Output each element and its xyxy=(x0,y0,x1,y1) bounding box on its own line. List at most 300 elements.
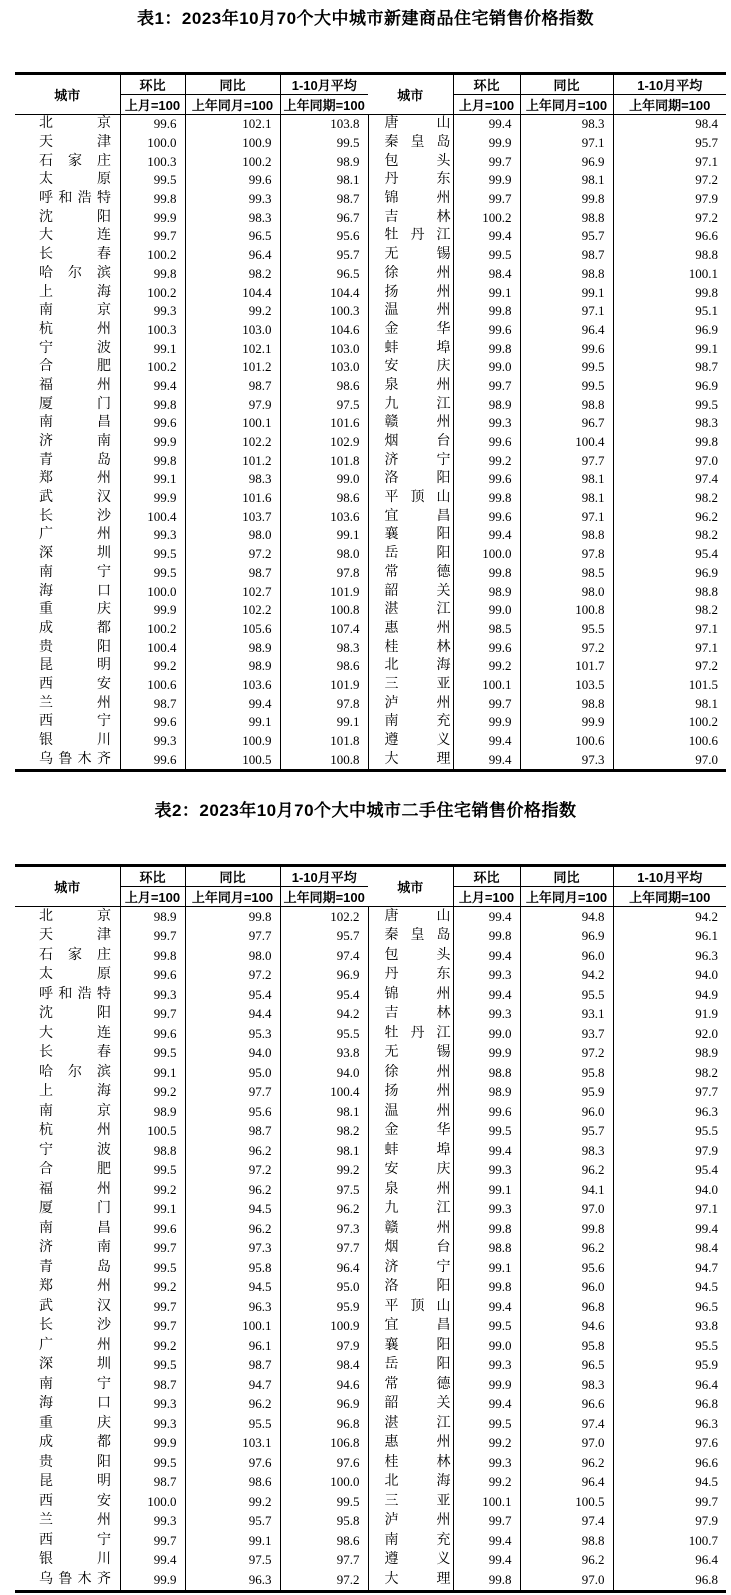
value-cell: 97.9 xyxy=(613,1512,726,1532)
value-cell: 97.3 xyxy=(185,1239,280,1259)
value-cell: 97.9 xyxy=(613,190,726,209)
value-cell: 98.2 xyxy=(613,489,726,508)
value-cell: 107.4 xyxy=(280,620,368,639)
table-row xyxy=(15,1375,726,1395)
value-cell: 97.2 xyxy=(613,657,726,676)
value-cell: 98.7 xyxy=(280,190,368,209)
table-row xyxy=(15,190,726,209)
value-cell: 95.0 xyxy=(280,1278,368,1298)
value-cell: 100.4 xyxy=(120,638,185,657)
table-row xyxy=(15,1083,726,1103)
avg-column-header: 1-10月平均 xyxy=(613,866,726,887)
value-cell: 99.9 xyxy=(453,171,520,190)
city-cell: 贵阳 xyxy=(39,639,111,655)
city-cell: 石家庄 xyxy=(39,153,111,169)
value-cell: 96.4 xyxy=(520,1473,613,1493)
value-cell: 97.5 xyxy=(280,395,368,414)
value-cell: 96.5 xyxy=(613,1297,726,1317)
value-cell: 97.7 xyxy=(520,451,613,470)
city-cell: 青岛 xyxy=(39,452,111,468)
value-cell: 99.1 xyxy=(453,1180,520,1200)
table2-title: 表2：2023年10月70个大中城市二手住宅销售价格指数 xyxy=(154,801,577,821)
city-cell: 桂林 xyxy=(368,638,453,657)
value-cell: 99.4 xyxy=(453,946,520,966)
city-cell: 兰州 xyxy=(39,695,111,711)
value-cell: 96.3 xyxy=(613,946,726,966)
city-cell: 济宁 xyxy=(368,451,453,470)
table-row xyxy=(15,1102,726,1122)
value-cell: 95.9 xyxy=(613,1356,726,1376)
table-row xyxy=(15,1434,726,1454)
table-row xyxy=(15,470,726,489)
value-cell: 93.8 xyxy=(613,1317,726,1337)
value-cell: 98.7 xyxy=(120,694,185,713)
city-cell: 南京 xyxy=(39,1103,111,1119)
city-cell: 秦皇岛 xyxy=(368,927,453,947)
city-cell: 厦门 xyxy=(39,1201,111,1217)
value-cell: 100.6 xyxy=(520,732,613,751)
value-cell: 98.6 xyxy=(280,377,368,396)
value-cell: 99.8 xyxy=(520,190,613,209)
value-cell: 101.9 xyxy=(280,582,368,601)
value-cell: 97.4 xyxy=(520,1512,613,1532)
value-cell: 99.4 xyxy=(453,985,520,1005)
city-cell: 平顶山 xyxy=(368,489,453,508)
value-cell: 100.1 xyxy=(185,414,280,433)
value-cell: 95.0 xyxy=(185,1063,280,1083)
city-cell: 韶关 xyxy=(368,1395,453,1415)
city-cell: 太原 xyxy=(39,172,111,188)
value-cell: 96.2 xyxy=(185,1219,280,1239)
table-row xyxy=(15,1570,726,1591)
value-cell: 100.4 xyxy=(120,507,185,526)
value-cell: 93.1 xyxy=(520,1005,613,1025)
mom-column-header: 环比 xyxy=(453,866,520,887)
city-cell: 贵阳 xyxy=(39,1454,111,1470)
table-row xyxy=(15,227,726,246)
value-cell: 103.6 xyxy=(280,507,368,526)
city-cell: 北海 xyxy=(368,1473,453,1493)
value-cell: 96.8 xyxy=(280,1414,368,1434)
value-cell: 99.7 xyxy=(120,1531,185,1551)
city-cell: 常德 xyxy=(368,564,453,583)
value-cell: 95.8 xyxy=(280,1512,368,1532)
city-cell: 南昌 xyxy=(39,415,111,431)
value-cell: 100.6 xyxy=(120,676,185,695)
value-cell: 100.3 xyxy=(120,321,185,340)
value-cell: 96.2 xyxy=(613,507,726,526)
value-cell: 101.6 xyxy=(280,414,368,433)
table-row xyxy=(15,433,726,452)
second-hand-home-price-index-table xyxy=(15,864,726,1593)
city-cell: 无锡 xyxy=(368,246,453,265)
value-cell: 100.4 xyxy=(280,1083,368,1103)
value-cell: 93.8 xyxy=(280,1044,368,1064)
value-cell: 99.1 xyxy=(120,470,185,489)
value-cell: 96.3 xyxy=(185,1570,280,1591)
value-cell: 99.3 xyxy=(120,1414,185,1434)
city-cell: 宜昌 xyxy=(368,1317,453,1337)
table2-body xyxy=(15,907,726,1592)
value-cell: 97.2 xyxy=(185,545,280,564)
value-cell: 96.4 xyxy=(280,1258,368,1278)
value-cell: 99.3 xyxy=(453,966,520,986)
table-row xyxy=(15,966,726,986)
city-cell: 烟台 xyxy=(368,433,453,452)
table-row xyxy=(15,339,726,358)
value-cell: 99.5 xyxy=(613,395,726,414)
city-cell: 呼和浩特 xyxy=(39,986,111,1002)
value-cell: 98.2 xyxy=(185,265,280,284)
city-cell: 泉州 xyxy=(368,1180,453,1200)
yoy-column-header: 同比 xyxy=(185,74,280,95)
table-row xyxy=(15,395,726,414)
value-cell: 98.9 xyxy=(453,582,520,601)
value-cell: 96.2 xyxy=(520,1551,613,1571)
table-row xyxy=(15,507,726,526)
value-cell: 98.4 xyxy=(453,265,520,284)
table-row xyxy=(15,1141,726,1161)
value-cell: 102.1 xyxy=(185,339,280,358)
value-cell: 99.9 xyxy=(453,1044,520,1064)
value-cell: 96.9 xyxy=(280,966,368,986)
value-cell: 98.0 xyxy=(520,582,613,601)
value-cell: 99.5 xyxy=(280,1492,368,1512)
value-cell: 99.8 xyxy=(613,283,726,302)
value-cell: 99.8 xyxy=(453,564,520,583)
value-cell: 100.1 xyxy=(453,676,520,695)
value-cell: 100.7 xyxy=(613,1531,726,1551)
value-cell: 101.2 xyxy=(185,451,280,470)
value-cell: 99.4 xyxy=(453,526,520,545)
value-cell: 96.2 xyxy=(520,1161,613,1181)
value-cell: 97.0 xyxy=(613,451,726,470)
value-cell: 95.7 xyxy=(520,227,613,246)
value-cell: 99.5 xyxy=(120,545,185,564)
value-cell: 97.2 xyxy=(280,1570,368,1591)
value-cell: 98.4 xyxy=(280,1356,368,1376)
table-row xyxy=(15,985,726,1005)
value-cell: 99.4 xyxy=(120,377,185,396)
value-cell: 99.8 xyxy=(120,395,185,414)
city-cell: 韶关 xyxy=(368,582,453,601)
value-cell: 98.6 xyxy=(185,1473,280,1493)
value-cell: 95.5 xyxy=(613,1336,726,1356)
table-row xyxy=(15,1161,726,1181)
value-cell: 99.5 xyxy=(120,1453,185,1473)
value-cell: 99.8 xyxy=(453,489,520,508)
city-cell: 长沙 xyxy=(39,508,111,524)
city-cell: 北京 xyxy=(39,908,111,924)
city-cell: 温州 xyxy=(368,1102,453,1122)
value-cell: 99.2 xyxy=(120,1278,185,1298)
value-cell: 99.1 xyxy=(613,339,726,358)
city-cell: 泸州 xyxy=(368,1512,453,1532)
value-cell: 98.4 xyxy=(613,115,726,134)
city-cell: 惠州 xyxy=(368,620,453,639)
value-cell: 99.3 xyxy=(453,414,520,433)
city-cell: 郑州 xyxy=(39,1279,111,1295)
city-cell: 襄阳 xyxy=(368,1336,453,1356)
value-cell: 97.1 xyxy=(613,638,726,657)
value-cell: 99.4 xyxy=(613,1219,726,1239)
avg-base-header: 上年同期=100 xyxy=(280,887,368,907)
value-cell: 99.2 xyxy=(453,1434,520,1454)
value-cell: 96.8 xyxy=(520,1297,613,1317)
table-row xyxy=(15,1492,726,1512)
city-cell: 唐山 xyxy=(368,115,453,134)
table-row xyxy=(15,1395,726,1415)
value-cell: 97.1 xyxy=(613,620,726,639)
city-cell: 三亚 xyxy=(368,1492,453,1512)
value-cell: 99.0 xyxy=(453,1024,520,1044)
value-cell: 99.5 xyxy=(520,377,613,396)
value-cell: 98.1 xyxy=(613,694,726,713)
value-cell: 99.8 xyxy=(120,451,185,470)
table-row xyxy=(15,1453,726,1473)
value-cell: 99.2 xyxy=(120,657,185,676)
value-cell: 97.0 xyxy=(520,1200,613,1220)
table-row xyxy=(15,1317,726,1337)
value-cell: 100.4 xyxy=(520,433,613,452)
table-row xyxy=(15,208,726,227)
value-cell: 97.4 xyxy=(520,1414,613,1434)
city-cell: 桂林 xyxy=(368,1453,453,1473)
value-cell: 96.9 xyxy=(520,927,613,947)
value-cell: 99.5 xyxy=(453,1317,520,1337)
city-cell: 哈尔滨 xyxy=(39,265,111,281)
table-row xyxy=(15,526,726,545)
value-cell: 98.8 xyxy=(520,526,613,545)
value-cell: 97.2 xyxy=(520,638,613,657)
table-row xyxy=(15,676,726,695)
value-cell: 98.9 xyxy=(453,1083,520,1103)
value-cell: 99.7 xyxy=(453,694,520,713)
city-cell: 昆明 xyxy=(39,658,111,674)
value-cell: 99.8 xyxy=(453,1219,520,1239)
value-cell: 100.2 xyxy=(613,713,726,732)
value-cell: 99.3 xyxy=(120,302,185,321)
value-cell: 100.1 xyxy=(185,1317,280,1337)
value-cell: 99.1 xyxy=(185,1531,280,1551)
city-cell: 福州 xyxy=(39,377,111,393)
table-row xyxy=(15,1122,726,1142)
value-cell: 95.4 xyxy=(613,545,726,564)
value-cell: 99.5 xyxy=(120,1161,185,1181)
city-cell: 大连 xyxy=(39,1025,111,1041)
value-cell: 99.4 xyxy=(453,115,520,134)
city-cell: 常德 xyxy=(368,1375,453,1395)
table-row xyxy=(15,246,726,265)
yoy-base-header: 上年同月=100 xyxy=(185,95,280,115)
city-cell: 南宁 xyxy=(39,564,111,580)
city-cell: 太原 xyxy=(39,967,111,983)
value-cell: 100.0 xyxy=(280,1473,368,1493)
city-cell: 乌鲁木齐 xyxy=(39,1571,111,1587)
table-row xyxy=(15,694,726,713)
value-cell: 98.8 xyxy=(453,1239,520,1259)
value-cell: 95.5 xyxy=(280,1024,368,1044)
value-cell: 96.9 xyxy=(613,564,726,583)
city-cell: 南宁 xyxy=(39,1376,111,1392)
table-row xyxy=(15,657,726,676)
value-cell: 99.2 xyxy=(120,1180,185,1200)
value-cell: 99.6 xyxy=(520,339,613,358)
value-cell: 96.5 xyxy=(280,265,368,284)
value-cell: 98.9 xyxy=(185,638,280,657)
value-cell: 97.3 xyxy=(520,750,613,770)
value-cell: 99.9 xyxy=(453,134,520,153)
city-cell: 烟台 xyxy=(368,1239,453,1259)
table1-body xyxy=(15,115,726,771)
value-cell: 100.5 xyxy=(185,750,280,770)
value-cell: 100.3 xyxy=(280,302,368,321)
value-cell: 99.6 xyxy=(453,1102,520,1122)
value-cell: 95.3 xyxy=(185,1024,280,1044)
avg-base-header: 上年同期=100 xyxy=(280,95,368,115)
value-cell: 97.6 xyxy=(280,1453,368,1473)
value-cell: 99.2 xyxy=(280,1161,368,1181)
table-row xyxy=(15,750,726,770)
table-row xyxy=(15,545,726,564)
value-cell: 103.1 xyxy=(185,1434,280,1454)
value-cell: 100.5 xyxy=(120,1122,185,1142)
value-cell: 96.6 xyxy=(613,1453,726,1473)
value-cell: 97.1 xyxy=(520,302,613,321)
value-cell: 100.0 xyxy=(120,134,185,153)
value-cell: 98.2 xyxy=(613,526,726,545)
city-cell: 襄阳 xyxy=(368,526,453,545)
value-cell: 95.4 xyxy=(280,985,368,1005)
value-cell: 97.8 xyxy=(280,694,368,713)
value-cell: 94.7 xyxy=(185,1375,280,1395)
value-cell: 94.9 xyxy=(613,985,726,1005)
value-cell: 96.2 xyxy=(520,1239,613,1259)
value-cell: 99.6 xyxy=(120,966,185,986)
city-cell: 宜昌 xyxy=(368,507,453,526)
value-cell: 97.6 xyxy=(185,1453,280,1473)
value-cell: 98.3 xyxy=(185,208,280,227)
table-row xyxy=(15,564,726,583)
value-cell: 100.1 xyxy=(613,265,726,284)
value-cell: 96.9 xyxy=(280,1395,368,1415)
city-cell: 三亚 xyxy=(368,676,453,695)
value-cell: 103.6 xyxy=(185,676,280,695)
city-cell: 安庆 xyxy=(368,1161,453,1181)
value-cell: 97.1 xyxy=(613,1200,726,1220)
mom-column-header: 环比 xyxy=(453,74,520,95)
value-cell: 99.9 xyxy=(120,433,185,452)
value-cell: 98.8 xyxy=(520,694,613,713)
value-cell: 95.8 xyxy=(185,1258,280,1278)
value-cell: 99.6 xyxy=(120,713,185,732)
table-row xyxy=(15,152,726,171)
table-row xyxy=(15,302,726,321)
city-cell: 青岛 xyxy=(39,1259,111,1275)
table-row xyxy=(15,927,726,947)
value-cell: 99.5 xyxy=(120,1356,185,1376)
table-row xyxy=(15,601,726,620)
city-cell: 南昌 xyxy=(39,1220,111,1236)
city-cell: 惠州 xyxy=(368,1434,453,1454)
value-cell: 98.2 xyxy=(613,1063,726,1083)
value-cell: 99.6 xyxy=(185,171,280,190)
city-cell: 北海 xyxy=(368,657,453,676)
value-cell: 99.5 xyxy=(280,134,368,153)
value-cell: 99.0 xyxy=(453,601,520,620)
value-cell: 98.8 xyxy=(120,1141,185,1161)
city-cell: 杭州 xyxy=(39,321,111,337)
city-cell: 遵义 xyxy=(368,1551,453,1571)
value-cell: 99.3 xyxy=(120,1395,185,1415)
value-cell: 95.7 xyxy=(185,1512,280,1532)
value-cell: 96.9 xyxy=(613,377,726,396)
value-cell: 99.3 xyxy=(453,1453,520,1473)
city-cell: 郑州 xyxy=(39,471,111,487)
city-cell: 吉林 xyxy=(368,1005,453,1025)
value-cell: 96.7 xyxy=(280,208,368,227)
city-cell: 呼和浩特 xyxy=(39,191,111,207)
value-cell: 94.0 xyxy=(280,1063,368,1083)
city-cell: 蚌埠 xyxy=(368,339,453,358)
table-row xyxy=(15,321,726,340)
value-cell: 100.2 xyxy=(120,620,185,639)
value-cell: 98.8 xyxy=(520,1531,613,1551)
city-cell: 石家庄 xyxy=(39,947,111,963)
table1-title: 表1：2023年10月70个大中城市新建商品住宅销售价格指数 xyxy=(136,9,595,28)
value-cell: 96.2 xyxy=(280,1200,368,1220)
value-cell: 98.1 xyxy=(280,1102,368,1122)
value-cell: 99.5 xyxy=(120,1044,185,1064)
city-cell: 西安 xyxy=(39,1493,111,1509)
table-row xyxy=(15,620,726,639)
table1-header xyxy=(15,74,726,115)
table-row xyxy=(15,1200,726,1220)
mom-base-header: 上月=100 xyxy=(120,887,185,907)
value-cell: 99.7 xyxy=(453,377,520,396)
value-cell: 101.6 xyxy=(185,489,280,508)
value-cell: 98.7 xyxy=(185,1122,280,1142)
value-cell: 99.8 xyxy=(120,946,185,966)
value-cell: 97.4 xyxy=(280,946,368,966)
value-cell: 96.4 xyxy=(520,321,613,340)
value-cell: 98.8 xyxy=(613,246,726,265)
value-cell: 95.6 xyxy=(520,1258,613,1278)
value-cell: 99.7 xyxy=(120,927,185,947)
value-cell: 96.9 xyxy=(520,152,613,171)
value-cell: 95.4 xyxy=(185,985,280,1005)
value-cell: 98.3 xyxy=(613,414,726,433)
value-cell: 96.6 xyxy=(520,1395,613,1415)
city-cell: 南充 xyxy=(368,1531,453,1551)
table-row xyxy=(15,1044,726,1064)
city-cell: 厦门 xyxy=(39,396,111,412)
value-cell: 99.2 xyxy=(185,302,280,321)
city-cell: 温州 xyxy=(368,302,453,321)
value-cell: 99.8 xyxy=(520,1219,613,1239)
value-cell: 99.4 xyxy=(453,907,520,927)
value-cell: 99.5 xyxy=(120,171,185,190)
mom-base-header: 上月=100 xyxy=(453,887,520,907)
city-cell: 泉州 xyxy=(368,377,453,396)
city-cell: 牡丹江 xyxy=(368,227,453,246)
value-cell: 102.1 xyxy=(185,115,280,134)
city-cell: 昆明 xyxy=(39,1474,111,1490)
value-cell: 97.7 xyxy=(280,1239,368,1259)
value-cell: 98.4 xyxy=(613,1239,726,1259)
city-cell: 湛江 xyxy=(368,601,453,620)
value-cell: 95.6 xyxy=(280,227,368,246)
